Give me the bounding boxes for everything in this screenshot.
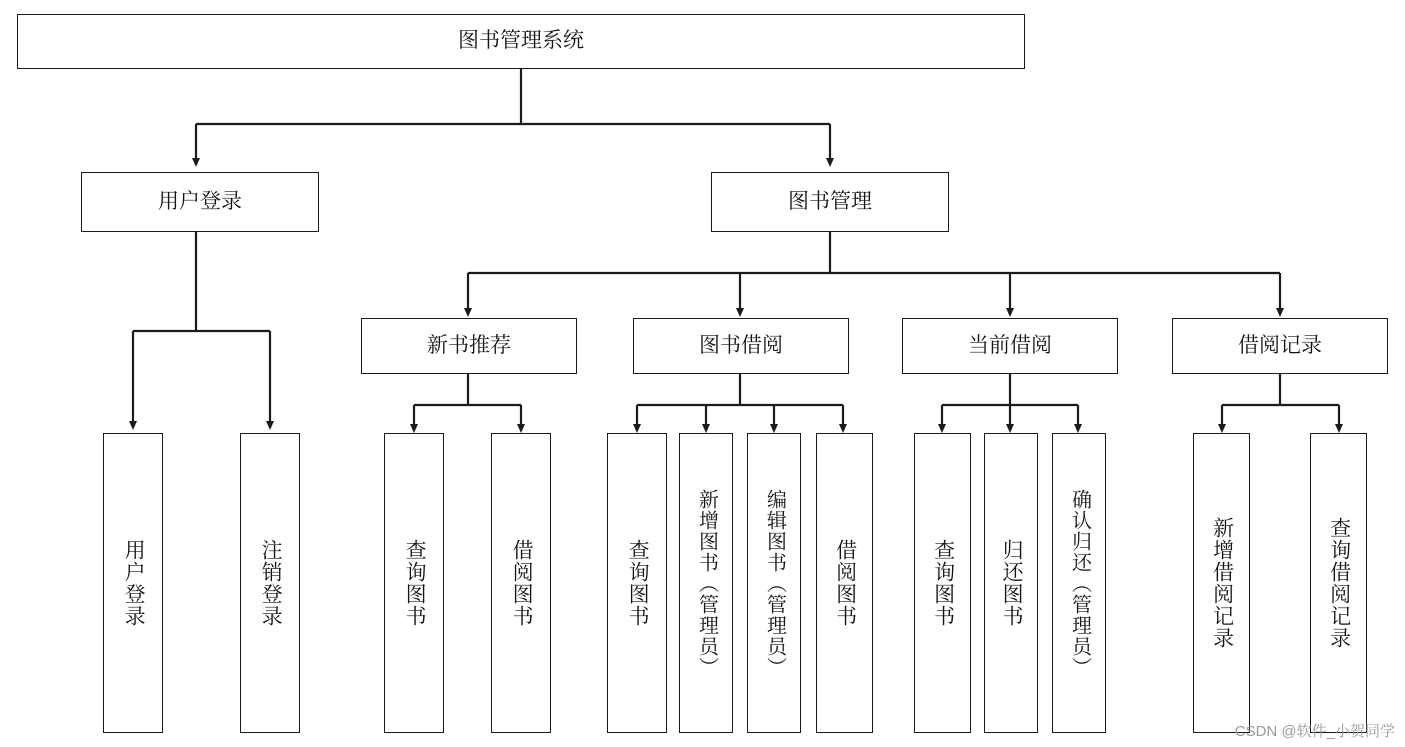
leaf-query-book-borrow[interactable]: 查询图书 — [607, 433, 667, 733]
leaf-query-book-new[interactable]: 查询图书 — [384, 433, 444, 733]
node-borrow-record[interactable]: 借阅记录 — [1172, 318, 1388, 374]
node-book-management[interactable]: 图书管理 — [711, 172, 949, 232]
node-root[interactable]: 图书管理系统 — [17, 14, 1025, 69]
leaf-add-book-admin[interactable]: 新增图书（管理员） — [679, 433, 733, 733]
leaf-edit-book-admin[interactable]: 编辑图书（管理员） — [747, 433, 801, 733]
leaf-return-book[interactable]: 归还图书 — [984, 433, 1038, 733]
leaf-query-borrow-record[interactable]: 查询借阅记录 — [1310, 433, 1367, 733]
leaf-confirm-return-admin[interactable]: 确认归还（管理员） — [1052, 433, 1106, 733]
node-new-book-recommend[interactable]: 新书推荐 — [361, 318, 577, 374]
watermark: CSDN @软件_小贺同学 — [1234, 723, 1395, 740]
leaf-add-borrow-record[interactable]: 新增借阅记录 — [1193, 433, 1250, 733]
leaf-borrow-book[interactable]: 借阅图书 — [816, 433, 873, 733]
leaf-query-book-current[interactable]: 查询图书 — [914, 433, 971, 733]
node-user-login[interactable]: 用户登录 — [81, 172, 319, 232]
node-book-borrow[interactable]: 图书借阅 — [633, 318, 849, 374]
leaf-borrow-book-new[interactable]: 借阅图书 — [491, 433, 551, 733]
leaf-logout[interactable]: 注销登录 — [240, 433, 300, 733]
leaf-user-login[interactable]: 用户登录 — [103, 433, 163, 733]
node-current-borrow[interactable]: 当前借阅 — [902, 318, 1118, 374]
